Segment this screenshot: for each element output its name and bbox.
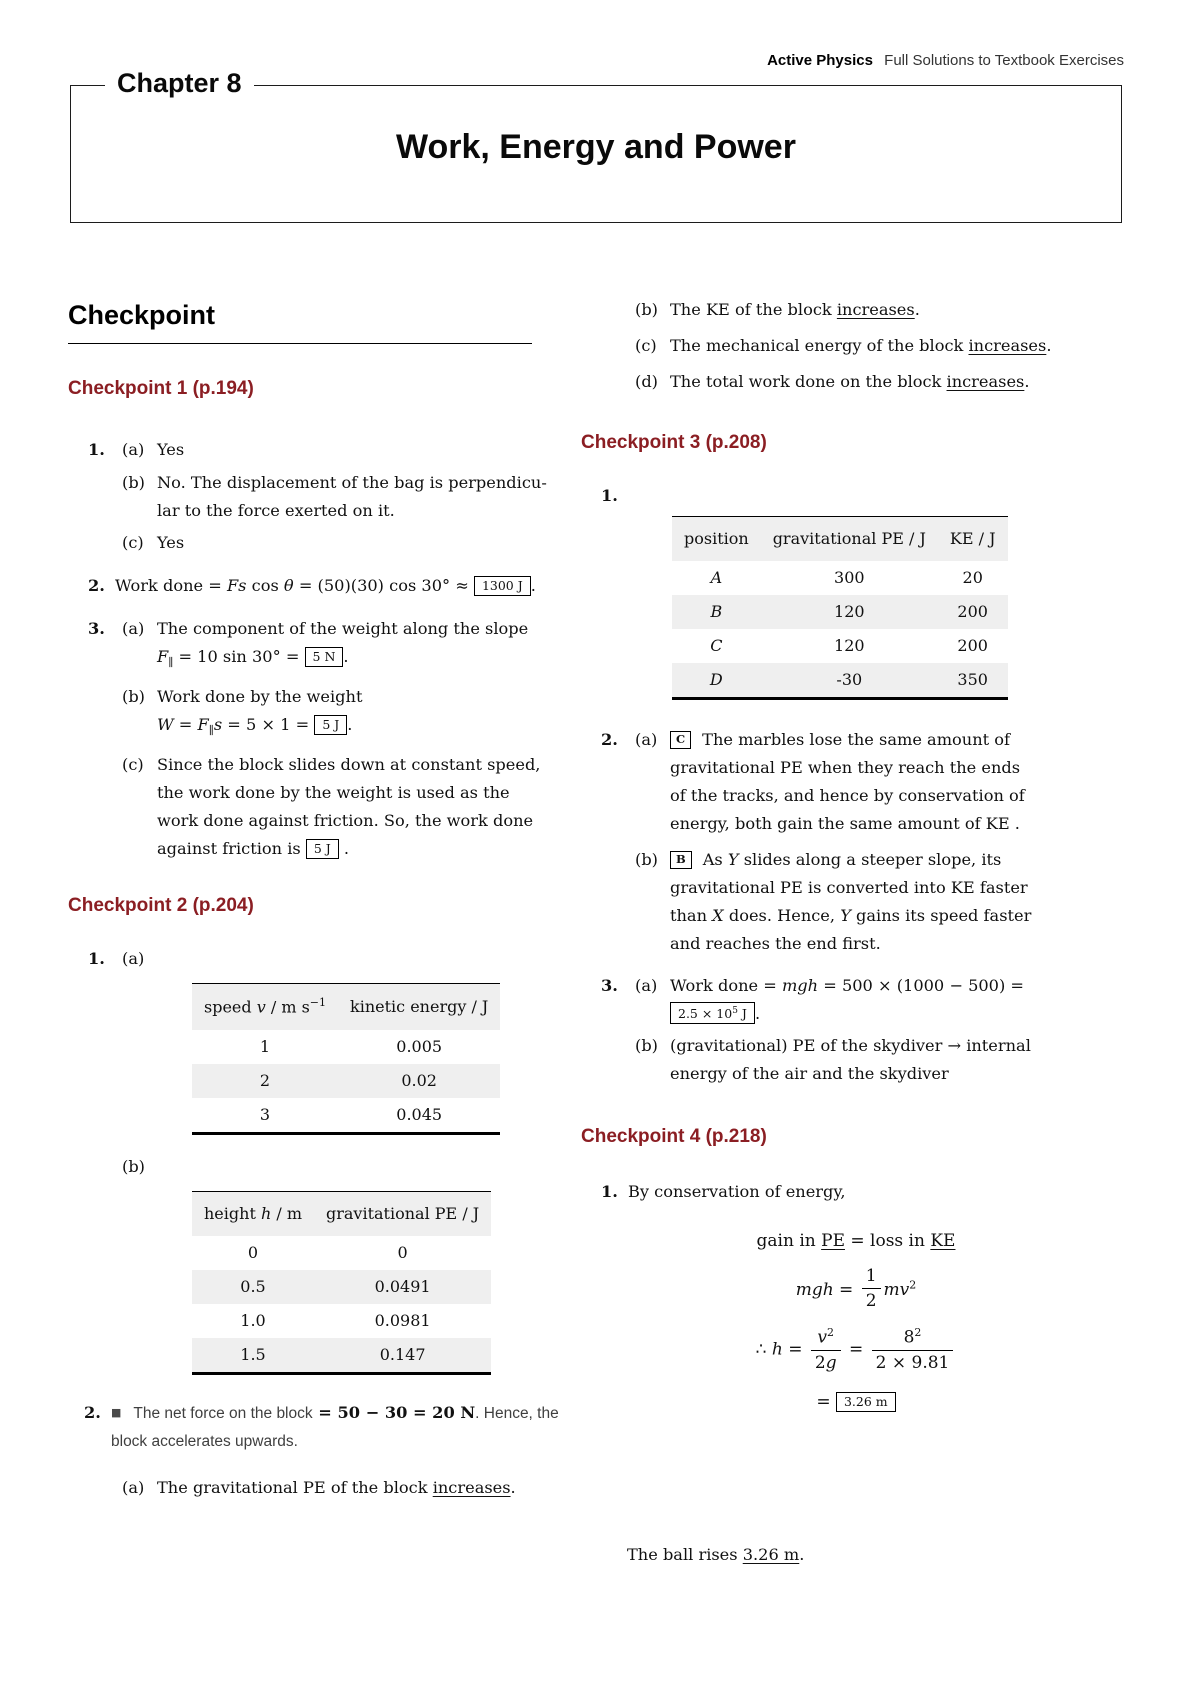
text: . (1024, 372, 1030, 391)
variable: X (712, 906, 724, 925)
text: speed (204, 997, 257, 1017)
numerator (872, 1323, 954, 1351)
table-header-row (192, 1191, 491, 1236)
text: than (670, 906, 713, 925)
table-row (192, 1338, 491, 1374)
cp3-item-2a (581, 726, 1131, 838)
text: 2 (814, 1352, 826, 1373)
text-line (670, 726, 1131, 754)
text: height (204, 1203, 261, 1223)
cp4-conclusion (627, 1545, 1131, 1564)
variable: s (213, 715, 223, 735)
equation-line (157, 643, 532, 677)
boxed-answer (670, 1002, 755, 1024)
text-line: work done against friction. So, the work done (157, 811, 534, 831)
cp4-equations (581, 1226, 1131, 1417)
text-line: (gravitational) PE of the skydiver → internal (670, 1036, 1031, 1055)
underlined-answer: increases (836, 300, 915, 319)
cell: A (710, 568, 723, 587)
equation-line (157, 711, 532, 745)
chapter-label: Chapter 8 (105, 68, 254, 99)
item-text (157, 683, 532, 745)
boxed-answer: 1300 J (474, 576, 531, 596)
cp2-item-2c (581, 332, 1131, 360)
col-header-pe: gravitational PE / J (314, 1191, 491, 1236)
cp1-item-1c (68, 529, 532, 557)
checkpoint2-heading: Checkpoint 2 (p.204) (68, 895, 254, 917)
variable: mgh (795, 1280, 834, 1300)
item-label: (b) (122, 687, 145, 707)
col-header-ke: KE / J (938, 517, 1008, 562)
cp1-item-3a (68, 615, 532, 677)
brand-suffix: Full Solutions to Textbook Exercises (884, 52, 1124, 69)
cp3-item-3a (581, 972, 1131, 1028)
table-row (192, 1270, 491, 1304)
text: 2.5 × 10 (678, 1006, 733, 1021)
item-text: Yes (157, 533, 185, 552)
text-line (670, 846, 1131, 874)
text: As (702, 850, 728, 869)
col-header-pe: gravitational PE / J (761, 517, 938, 562)
cell: B (710, 602, 723, 621)
superscript: 2 (914, 1326, 922, 1339)
item-text (157, 469, 547, 525)
text: = 500 × (1000 − 500) = (818, 976, 1024, 995)
text: = (816, 1391, 836, 1412)
text-line (157, 835, 532, 863)
numerator (811, 1323, 841, 1351)
superscript: −1 (309, 996, 327, 1010)
item-number: 3. (88, 619, 105, 638)
text: . (914, 300, 920, 319)
col-header-height (192, 1191, 314, 1236)
item-text: By conservation of energy, (628, 1182, 846, 1201)
text-line: and reaches the end first. (670, 934, 881, 953)
cell: 0 (247, 1242, 259, 1262)
checkpoint3-heading: Checkpoint 3 (p.208) (581, 432, 767, 453)
text: / m s (265, 997, 310, 1017)
table-row (672, 595, 1008, 629)
boxed-answer: 5 J (306, 839, 339, 859)
item-number: 1. (601, 1182, 618, 1201)
table-row (672, 629, 1008, 663)
cell: D (709, 670, 723, 689)
position-energy-table (672, 516, 1008, 700)
masthead (767, 52, 1124, 69)
text: cos (246, 576, 284, 595)
table-row (192, 1304, 491, 1338)
underlined-term: PE (821, 1231, 845, 1251)
item-number: 1. (601, 486, 618, 505)
variable: mgh (781, 976, 819, 995)
table-header-row (192, 984, 500, 1030)
cell: 0 (397, 1242, 408, 1262)
cell: 0.0981 (374, 1310, 431, 1330)
item-number: 2. (601, 730, 618, 749)
text-line: gravitational PE when they reach the ends (670, 758, 1021, 777)
item-text (115, 572, 536, 600)
boxed-answer: 5 N (305, 647, 344, 667)
fraction (872, 1323, 954, 1373)
equation-line (581, 1226, 1131, 1256)
cell: 20 (962, 568, 983, 587)
text-line: gravitational PE is converted into KE faster (670, 878, 1028, 897)
text: 8 (903, 1327, 915, 1348)
text-line (670, 902, 1131, 930)
item-label: (a) (635, 976, 658, 995)
denominator: 2 × 9.81 (875, 1352, 950, 1373)
variable: F (197, 715, 209, 735)
chapter-title: Work, Energy and Power (396, 128, 796, 166)
subscript: ∥ (208, 724, 214, 738)
equation-line (581, 1387, 1131, 1417)
gravitational-pe-table (192, 1191, 491, 1375)
item-number: 3. (601, 976, 618, 995)
cell: 300 (834, 568, 865, 587)
text-line: Work done by the weight (157, 687, 363, 707)
text: = (782, 1339, 808, 1360)
item-label: (c) (122, 533, 144, 552)
text-line: block accelerates upwards. (111, 1432, 298, 1450)
item-text (670, 332, 1131, 360)
item-number: 2. (84, 1402, 101, 1422)
brand-name: Active Physics (767, 52, 873, 69)
subscript: ∥ (168, 656, 174, 670)
boxed-choice-answer: C (670, 731, 691, 749)
cell: 0.02 (401, 1070, 437, 1090)
text: The KE of the block (670, 300, 837, 319)
item-text (670, 726, 1131, 838)
item-text (157, 1474, 532, 1502)
variable: v (817, 1327, 828, 1348)
item-label: (a) (122, 619, 145, 638)
item-text (670, 1032, 1131, 1088)
gravitational-pe-table-wrap (192, 1191, 532, 1375)
text-line: No. The displacement of the bag is perpendicu- (157, 473, 547, 492)
text-line (111, 1399, 559, 1428)
text: . (1046, 336, 1052, 355)
text: . (510, 1477, 516, 1497)
fraction (811, 1323, 841, 1373)
checkpoint1-heading: Checkpoint 1 (p.194) (68, 378, 254, 399)
text: = 5 × 1 = (222, 715, 315, 735)
text-line: lar to the force exerted on it. (157, 501, 395, 520)
left-column (68, 300, 559, 1502)
cell: -30 (836, 670, 863, 689)
text: . Hence, the (475, 1404, 559, 1422)
underlined-answer: 3.26 m (742, 1544, 800, 1564)
table-row (192, 1030, 500, 1064)
item-label: (d) (635, 372, 658, 391)
variable: Fs (226, 576, 247, 595)
item-label: (a) (122, 1477, 145, 1497)
table-row (192, 1098, 500, 1134)
denominator (811, 1351, 841, 1373)
text-line: of the tracks, and hence by conservation of (670, 786, 1025, 805)
cp2-item-2a (68, 1474, 532, 1502)
superscript: 5 (732, 1005, 738, 1016)
text-line: energy of the air and the skydiver (670, 1064, 949, 1083)
item-text (157, 615, 532, 677)
cell: 350 (957, 670, 988, 689)
equation-line (670, 1000, 1131, 1028)
item-text (157, 751, 541, 863)
text: . (530, 576, 536, 595)
table-row (192, 1236, 491, 1270)
underlined-term: KE (930, 1231, 956, 1251)
text: The net force on the block (133, 1404, 313, 1422)
item-label: (c) (635, 336, 657, 355)
underlined-answer: increases (946, 372, 1025, 391)
variable: h (260, 1203, 272, 1223)
superscript: 2 (909, 1278, 917, 1292)
item-text (670, 972, 1131, 1028)
position-energy-table-wrap (672, 516, 1131, 700)
table-row (672, 561, 1008, 595)
equation-line (670, 972, 1131, 1000)
variable: v (256, 997, 266, 1017)
item-text (670, 846, 1131, 958)
variable: θ (283, 576, 294, 595)
cp1-item-1a (68, 436, 532, 464)
cp2-item-2 (68, 1399, 559, 1456)
cell: 120 (834, 602, 865, 621)
text: slides along a steeper slope, its (738, 850, 1002, 869)
cp4-item-1 (581, 1178, 1131, 1206)
text: gain in (756, 1231, 822, 1251)
checkpoint4-heading: Checkpoint 4 (p.218) (581, 1126, 767, 1147)
text: . (347, 715, 353, 735)
therefore-symbol: ∴ (755, 1339, 772, 1360)
text-line: the work done by the weight is used as the (157, 783, 510, 803)
cell: 0.005 (396, 1036, 443, 1056)
text: against friction is (157, 839, 306, 859)
cell: 200 (957, 602, 988, 621)
cell: 1.5 (240, 1344, 266, 1364)
text: Work done = (115, 576, 227, 595)
cp1-item-2 (68, 572, 536, 600)
text: The gravitational PE of the block (157, 1477, 433, 1497)
item-label: (b) (122, 473, 145, 492)
text: = 10 sin 30° = (173, 647, 305, 666)
superscript: 2 (827, 1326, 835, 1339)
variable: F (157, 647, 169, 666)
equation-line (581, 1268, 1131, 1313)
variable: g (825, 1352, 837, 1373)
table-row (192, 1064, 500, 1098)
cell: 1.0 (240, 1310, 266, 1330)
item-label: (b) (635, 1036, 658, 1055)
chapter-box (70, 68, 1122, 223)
item-label: (b) (635, 850, 658, 869)
cell: 0.5 (240, 1276, 266, 1296)
boxed-answer: 3.26 m (836, 1392, 896, 1412)
text-line: energy, both gain the same amount of KE . (670, 814, 1020, 833)
text: / m (271, 1203, 302, 1223)
item-text: Yes (157, 440, 185, 459)
text-line: Since the block slides down at constant speed, (157, 755, 541, 775)
cp2-item-1b (68, 1153, 532, 1181)
cp3-item-1 (581, 482, 1131, 510)
cell: 0.045 (396, 1104, 443, 1124)
variable: Y (840, 906, 851, 925)
item-number: 1. (88, 440, 105, 459)
text: does. Hence, (723, 906, 841, 925)
col-header-speed (192, 984, 338, 1030)
text: . (799, 1544, 805, 1564)
cell: 0.0491 (374, 1276, 431, 1296)
text: = (833, 1280, 859, 1300)
variable: h (771, 1339, 783, 1360)
item-label: (a) (635, 730, 658, 749)
text: Work done = (670, 976, 782, 995)
kinetic-energy-table-wrap (192, 983, 532, 1134)
variable: W (157, 715, 174, 735)
section-heading: Checkpoint (68, 300, 532, 344)
numerator: 1 (862, 1266, 881, 1289)
right-column (581, 296, 1131, 1564)
text: = (843, 1339, 869, 1360)
text: . (343, 647, 349, 666)
item-text (670, 296, 1131, 324)
cp2-item-2d (581, 368, 1131, 396)
text: gains its speed faster (850, 906, 1032, 925)
cp2-item-2b (581, 296, 1131, 324)
col-header-position: position (672, 517, 761, 562)
underlined-answer: increases (432, 1477, 511, 1497)
item-number: 1. (88, 949, 105, 969)
table-row (672, 663, 1008, 699)
text: The mechanical energy of the block (670, 336, 969, 355)
cp3-item-2b (581, 846, 1131, 958)
cell: 0.147 (379, 1344, 426, 1364)
text: . (338, 839, 350, 859)
item-label: (a) (122, 440, 145, 459)
text: = (173, 715, 198, 735)
text: J (737, 1006, 747, 1021)
item-label: (c) (122, 755, 144, 775)
text-line: The component of the weight along the slope (157, 619, 529, 638)
cp1-item-1b (68, 469, 547, 525)
boxed-answer: 5 J (314, 715, 347, 735)
cp2-item-1a (68, 945, 532, 973)
text: . (754, 1004, 761, 1023)
item-label: (b) (635, 300, 658, 319)
equation-line (581, 1325, 1131, 1375)
cell: 2 (259, 1070, 271, 1090)
col-header-ke: kinetic energy / J (338, 984, 500, 1030)
text: The total work done on the block (670, 372, 947, 391)
cp3-item-3b (581, 1032, 1131, 1088)
boxed-choice-answer: B (670, 851, 692, 869)
cell: 200 (957, 636, 988, 655)
item-label: (a) (122, 949, 145, 969)
equation-line (115, 572, 536, 600)
underlined-answer: increases (968, 336, 1047, 355)
cell: 120 (834, 636, 865, 655)
kinetic-energy-table (192, 983, 500, 1134)
cell: C (710, 636, 723, 655)
fraction (862, 1266, 881, 1311)
denominator: 2 (865, 1291, 877, 1311)
cp1-item-3b (68, 683, 532, 745)
text: The ball rises (627, 1544, 743, 1564)
text: The marbles lose the same amount of (702, 730, 1011, 749)
item-text (670, 368, 1131, 396)
item-number: 2. (88, 576, 105, 595)
cp1-item-3c (68, 751, 541, 863)
math-text: = 50 − 30 = 20 N (312, 1402, 476, 1422)
cell: 1 (259, 1036, 271, 1056)
cell: 3 (259, 1104, 271, 1124)
text: = loss in (844, 1231, 931, 1251)
variable: mv (883, 1280, 910, 1300)
item-text (111, 1399, 559, 1456)
text: = (50)(30) cos 30° ≈ (293, 576, 474, 595)
variable: Y (727, 850, 739, 869)
item-label: (b) (122, 1156, 145, 1176)
square-bullet-icon: ■ (111, 1405, 122, 1419)
table-header-row (672, 517, 1008, 562)
